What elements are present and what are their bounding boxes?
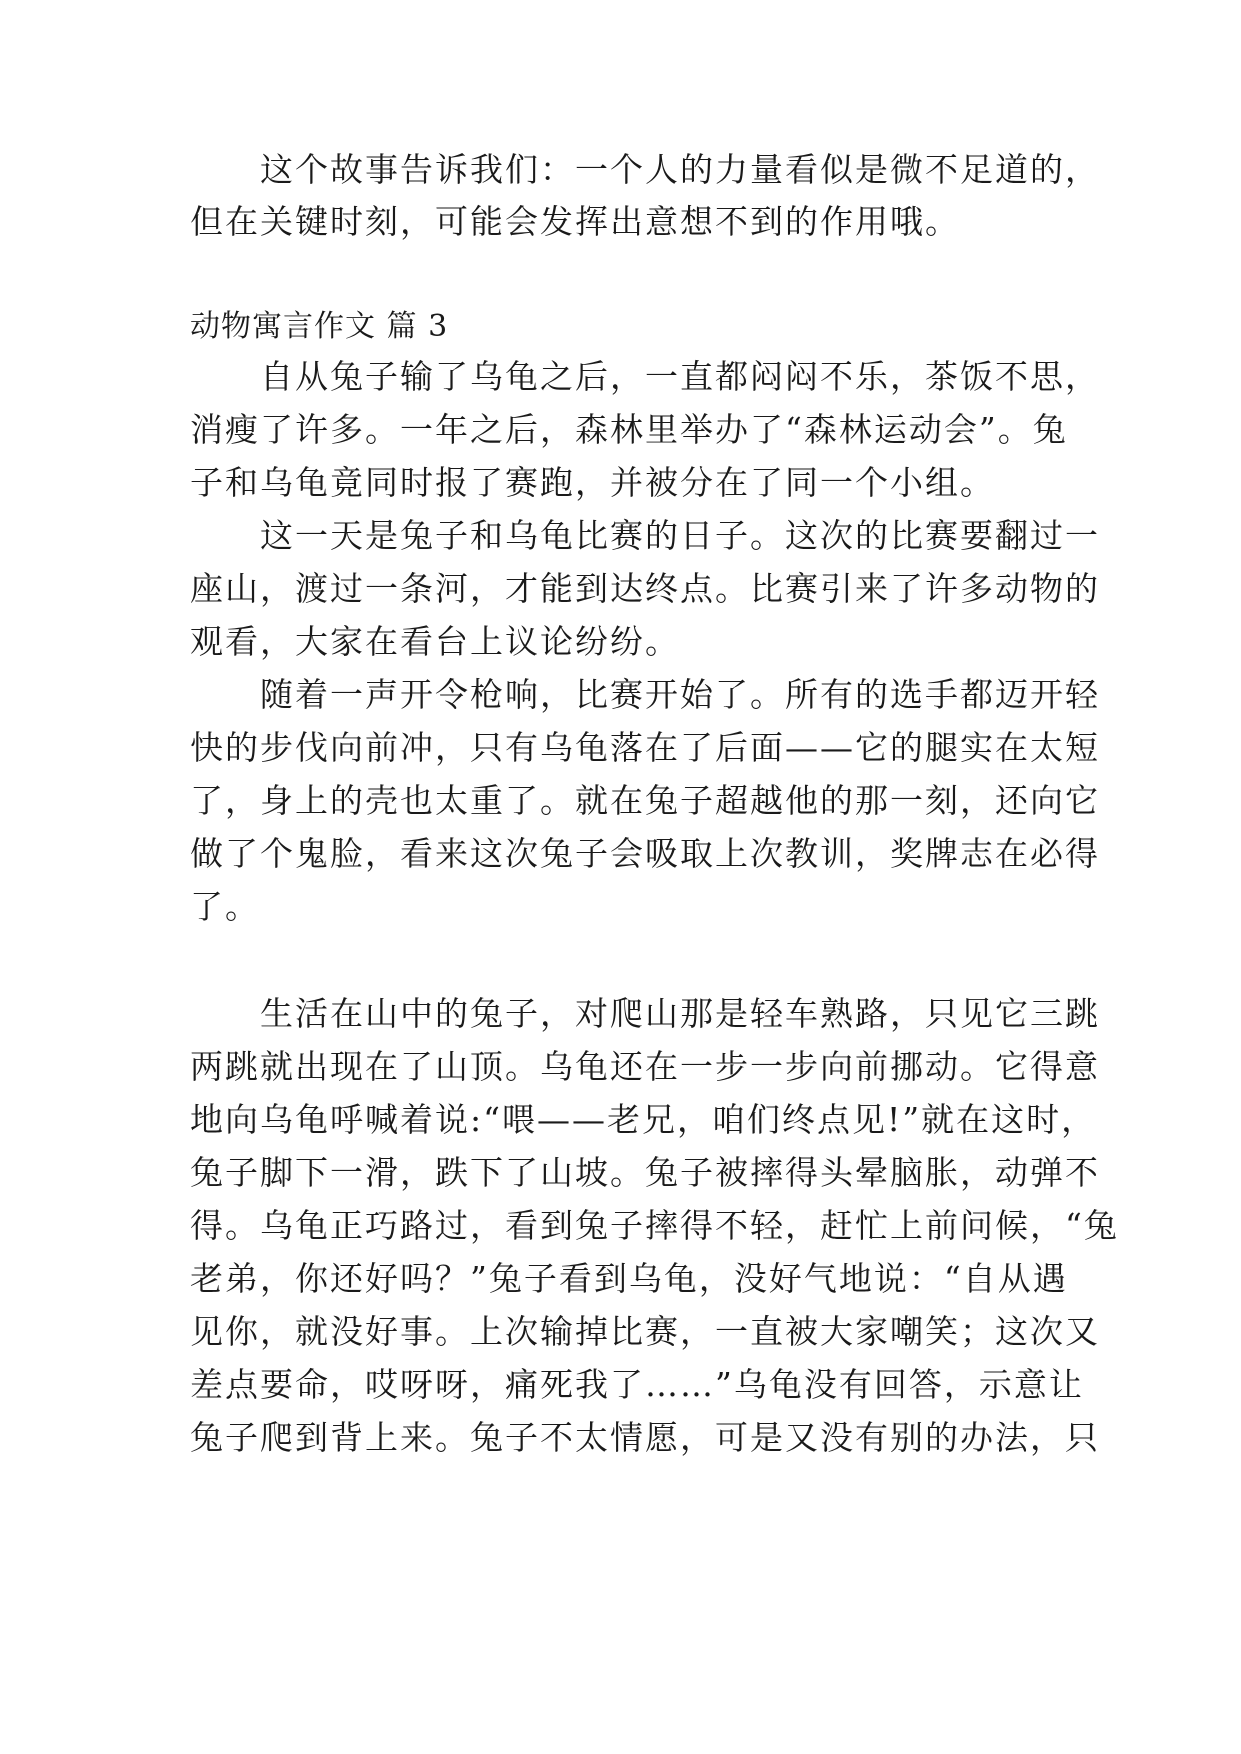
paragraph-3-line-5: 了。	[190, 887, 260, 926]
paragraph-4-line-3: 地向乌龟呼喊着说:“喂——老兄，咱们终点见!”就在这时，	[190, 1100, 1097, 1139]
paragraph-1-line-2: 消瘦了许多。一年之后，森林里举办了“森林运动会”。兔	[190, 410, 1068, 449]
paragraph-2-line-3: 观看，大家在看台上议论纷纷。	[190, 622, 680, 661]
section-heading: 动物寓言作文 篇 3	[190, 309, 449, 344]
paragraph-4-line-2: 两跳就出现在了山顶。乌龟还在一步一步向前挪动。它得意	[190, 1047, 1100, 1086]
paragraph-4-line-9: 兔子爬到背上来。兔子不太情愿，可是又没有别的办法，只	[190, 1418, 1100, 1457]
intro-line-2: 但在关键时刻，可能会发挥出意想不到的作用哦。	[190, 202, 960, 241]
paragraph-4-line-5: 得。乌龟正巧路过，看到兔子摔得不轻，赶忙上前问候，“兔	[190, 1206, 1119, 1245]
paragraph-4-line-6: 老弟，你还好吗？”兔子看到乌龟，没好气地说：“自从遇	[190, 1259, 1068, 1298]
intro-line-1: 这个故事告诉我们：一个人的力量看似是微不足道的，	[190, 150, 1100, 189]
paragraph-2-line-1: 这一天是兔子和乌龟比赛的日子。这次的比赛要翻过一	[190, 516, 1100, 555]
paragraph-3-line-4: 做了个鬼脸，看来这次兔子会吸取上次教训，奖牌志在必得	[190, 834, 1100, 873]
paragraph-2-line-2: 座山，渡过一条河，才能到达终点。比赛引来了许多动物的	[190, 569, 1100, 608]
paragraph-3-line-1: 随着一声开令枪响，比赛开始了。所有的选手都迈开轻	[190, 675, 1100, 714]
paragraph-1-line-3: 子和乌龟竟同时报了赛跑，并被分在了同一个小组。	[190, 463, 995, 502]
paragraph-4-line-1: 生活在山中的兔子，对爬山那是轻车熟路，只见它三跳	[190, 994, 1100, 1033]
paragraph-1-line-1: 自从兔子输了乌龟之后，一直都闷闷不乐，茶饭不思，	[190, 357, 1100, 396]
paragraph-4-line-7: 见你，就没好事。上次输掉比赛，一直被大家嘲笑；这次又	[190, 1312, 1100, 1351]
paragraph-3-line-3: 了，身上的壳也太重了。就在兔子超越他的那一刻，还向它	[190, 781, 1100, 820]
paragraph-4-line-8: 差点要命，哎呀呀，痛死我了……”乌龟没有回答，示意让	[190, 1365, 1084, 1404]
paragraph-3-line-2: 快的步伐向前冲，只有乌龟落在了后面——它的腿实在太短	[190, 728, 1100, 767]
paragraph-4-line-4: 兔子脚下一滑，跌下了山坡。兔子被摔得头晕脑胀，动弹不	[190, 1153, 1100, 1192]
